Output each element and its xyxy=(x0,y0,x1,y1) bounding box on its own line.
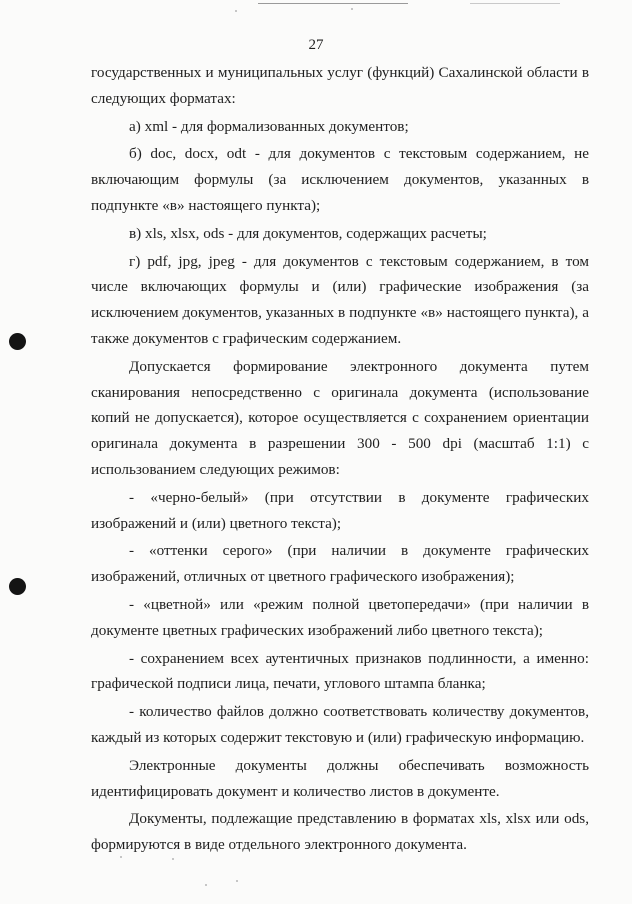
paragraph: Допускается формирование электронного документа путем сканирования непосредственно с оригинала документа (использование копий не допускается), которое осуществляется с сохранением ориентации оригинала документа в разрешении 300 - 500 dpi (масштаб 1:1) с использованием следующих режимов: xyxy=(91,357,589,478)
punch-hole-top xyxy=(9,333,26,350)
list-item: - «цветной» или «режим полной цветопередачи» (при наличии в документе цветных графических изображений либо цветного текста); xyxy=(91,595,589,639)
scan-speck xyxy=(351,8,353,10)
paragraph: а) xml - для формализованных документов; xyxy=(129,117,409,135)
paragraph: б) doc, docx, odt - для документов с текстовым содержанием, не включающим формулы (за исключением документов, указанных в подпункте «в» настоящего пункта); xyxy=(91,145,589,214)
list-item: - количество файлов должно соответствовать количеству документов, каждый из которых содержит текстовую и (или) графическую информацию. xyxy=(91,703,589,746)
paragraph: государственных и муниципальных услуг (функций) Сахалинской области в следующих форматах: xyxy=(91,64,589,107)
scan-artifact-top xyxy=(258,3,408,4)
scan-artifact-top-right xyxy=(470,3,560,4)
scan-speck xyxy=(172,858,174,860)
paragraph: в) xls, xlsx, ods - для документов, содержащих расчеты; xyxy=(129,224,487,242)
paragraph: г) pdf, jpg, jpeg - для документов с текстовым содержанием, в том числе включающих формулы и (или) графические изображения (за исключением документов, указанных в подпункте «в» настоящего пункта), а также документов с графическим содержанием. xyxy=(91,252,589,347)
scan-speck xyxy=(205,884,207,886)
punch-hole-bottom xyxy=(9,578,26,595)
scan-speck xyxy=(235,10,237,12)
paragraph: Документы, подлежащие представлению в форматах xls, xlsx или ods, формируются в виде отдельного электронного документа. xyxy=(91,810,589,854)
list-item: - сохранением всех аутентичных признаков подлинности, а именно: графической подписи лица, печати, углового штампа бланка; xyxy=(91,649,589,693)
scan-speck xyxy=(236,880,238,882)
list-item: - «оттенки серого» (при наличии в документе графических изображений, отличных от цветного графического изображения); xyxy=(91,542,589,586)
paragraph: Электронные документы должны обеспечивать возможность идентифицировать документ и количество листов в документе. xyxy=(91,756,589,800)
document-body xyxy=(91,60,589,858)
list-item: - «черно-белый» (при отсутствии в документе графических изображений и (или) цветного текста); xyxy=(91,488,589,532)
page-number: 27 xyxy=(308,37,324,53)
